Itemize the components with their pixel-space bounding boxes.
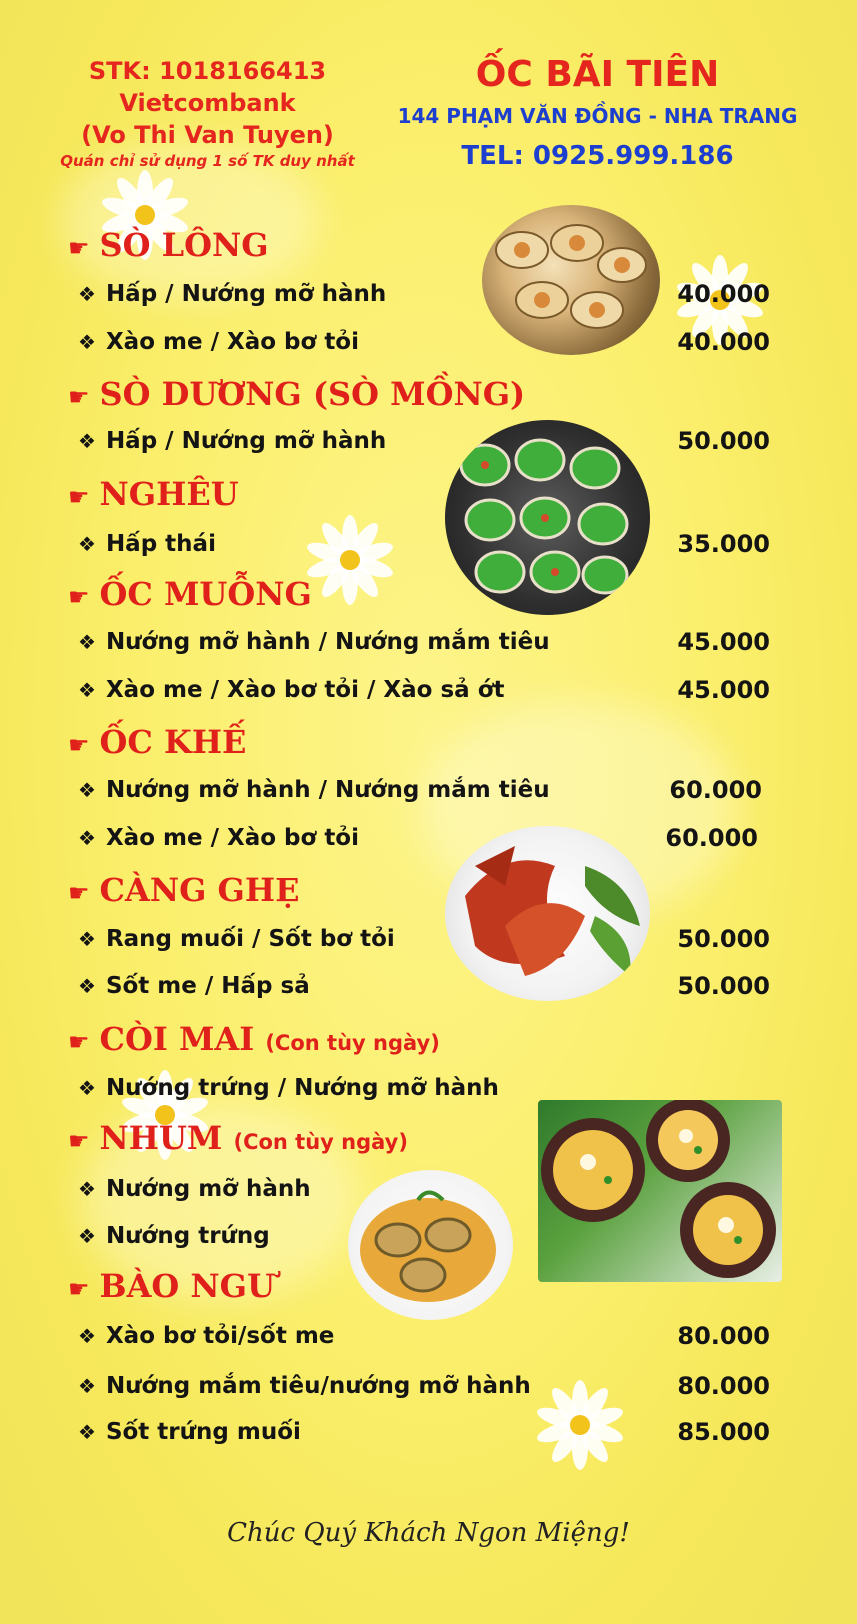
diamond-bullet-icon: ❖	[78, 778, 96, 802]
menu-item-price: 50.000	[677, 925, 770, 953]
menu-item	[78, 774, 550, 806]
menu-item	[78, 1416, 301, 1448]
diamond-bullet-icon: ❖	[78, 1076, 96, 1100]
menu-item-name: Hấp / Nướng mỡ hành	[105, 428, 387, 454]
flower-center	[570, 1415, 590, 1435]
menu-item	[78, 970, 310, 1002]
menu-item-name: Nướng mắm tiêu/nướng mỡ hành	[105, 1373, 531, 1399]
menu-section-title	[68, 870, 299, 913]
diamond-bullet-icon: ❖	[78, 630, 96, 654]
menu-item-name: Xào bơ tỏi/sốt me	[105, 1323, 335, 1349]
menu-item-name: Nướng mỡ hành / Nướng mắm tiêu	[105, 629, 550, 655]
menu-item-name: Xào me / Xào bơ tỏi	[105, 825, 359, 851]
footer-greeting: Chúc Quý Khách Ngon Miệng!	[227, 1518, 630, 1548]
abalone-icon	[348, 1170, 513, 1320]
section-title-text: BÀO NGƯ	[99, 1267, 275, 1305]
diamond-bullet-icon: ❖	[78, 1324, 96, 1348]
bank-info	[40, 55, 375, 171]
bank-note: Quán chỉ sử dụng 1 số TK duy nhất	[60, 152, 355, 170]
menu-item-name: Nướng mỡ hành	[105, 1176, 311, 1202]
menu-item	[78, 923, 395, 955]
section-note: (Con tùy ngày)	[233, 1130, 408, 1154]
menu-item-name: Hấp thái	[105, 531, 216, 557]
menu-item	[78, 1220, 270, 1252]
menu-section-title	[68, 1266, 275, 1309]
diamond-bullet-icon: ❖	[78, 1224, 96, 1248]
menu-item-name: Xào me / Xào bơ tỏi / Xào sả ớt	[105, 677, 505, 703]
pointing-hand-icon: ☛	[68, 1127, 90, 1155]
shop-phone: TEL: 0925.999.186	[461, 141, 734, 171]
diamond-bullet-icon: ❖	[78, 429, 96, 453]
section-title-text: SÒ DƯƠNG (SÒ MỒNG)	[99, 375, 526, 413]
menu-item-name: Sốt me / Hấp sả	[105, 973, 310, 999]
section-title-text: SÒ LÔNG	[99, 226, 269, 264]
menu-item-price: 40.000	[677, 280, 770, 308]
diamond-bullet-icon: ❖	[78, 532, 96, 556]
menu-item-name: Sốt trứng muối	[105, 1419, 301, 1445]
pointing-hand-icon: ☛	[68, 1028, 90, 1056]
menu-item-price: 80.000	[677, 1372, 770, 1400]
pointing-hand-icon: ☛	[68, 234, 90, 262]
menu-item	[78, 674, 504, 706]
menu-section-title	[68, 574, 312, 617]
menu-item-price: 60.000	[669, 776, 762, 804]
sea-urchin-photo	[538, 1100, 782, 1282]
pointing-hand-icon: ☛	[68, 1275, 90, 1303]
bank-account-owner: (Vo Thi Van Tuyen)	[81, 121, 334, 149]
clam-dish-photo	[482, 205, 660, 355]
menu-item-name: Hấp / Nướng mỡ hành	[105, 281, 387, 307]
pointing-hand-icon: ☛	[68, 383, 90, 411]
menu-section-title	[68, 374, 525, 417]
diamond-bullet-icon: ❖	[78, 1420, 96, 1444]
crab-claws-icon	[445, 826, 650, 1001]
menu-item-name: Xào me / Xào bơ tỏi	[105, 329, 359, 355]
menu-item	[78, 1072, 499, 1104]
flower-center	[340, 550, 360, 570]
section-note: (Con tùy ngày)	[265, 1031, 440, 1055]
menu-item-name: Nướng mỡ hành / Nướng mắm tiêu	[105, 777, 550, 803]
menu-item-name: Nướng trứng	[105, 1223, 270, 1249]
menu-section-title	[68, 722, 246, 765]
menu-item	[78, 822, 359, 854]
menu-item-price: 50.000	[677, 427, 770, 455]
section-title-text: ỐC KHẾ	[99, 723, 247, 761]
menu-item-price: 45.000	[677, 676, 770, 704]
crab-claws-photo	[445, 826, 650, 1001]
menu-item-name: Nướng trứng / Nướng mỡ hành	[105, 1075, 499, 1101]
menu-section-title	[68, 1118, 408, 1162]
menu-item	[78, 1173, 311, 1205]
daisy-flower-icon	[535, 1380, 625, 1470]
menu-item	[78, 528, 216, 560]
pointing-hand-icon: ☛	[68, 731, 90, 759]
diamond-bullet-icon: ❖	[78, 282, 96, 306]
menu-section-title	[68, 225, 269, 268]
section-title-text: ỐC MUỖNG	[99, 575, 312, 613]
menu-section-title	[68, 474, 239, 517]
menu-section-title	[68, 1019, 440, 1063]
menu-item	[78, 326, 359, 358]
menu-item-price: 80.000	[677, 1322, 770, 1350]
menu-item	[78, 425, 386, 457]
menu-item-price: 45.000	[677, 628, 770, 656]
section-title-text: CÀNG GHẸ	[99, 871, 300, 909]
section-title-text: NGHÊU	[99, 475, 239, 513]
abalone-photo	[348, 1170, 513, 1320]
section-title-text: NHUM	[99, 1119, 223, 1157]
pointing-hand-icon: ☛	[68, 483, 90, 511]
menu-item-price: 35.000	[677, 530, 770, 558]
shop-address: 144 PHẠM VĂN ĐỒNG - NHA TRANG	[397, 104, 798, 128]
menu-item	[78, 278, 386, 310]
menu-item-price: 60.000	[665, 824, 758, 852]
diamond-bullet-icon: ❖	[78, 678, 96, 702]
section-title-text: CÒI MAI	[99, 1020, 255, 1058]
flower-center	[135, 205, 155, 225]
clam-shells-icon	[482, 205, 660, 355]
diamond-bullet-icon: ❖	[78, 1177, 96, 1201]
menu-item-price: 85.000	[677, 1418, 770, 1446]
diamond-bullet-icon: ❖	[78, 1374, 96, 1398]
diamond-bullet-icon: ❖	[78, 330, 96, 354]
sea-urchin-icon	[538, 1100, 782, 1282]
shop-name: ỐC BÃI TIÊN	[475, 54, 720, 95]
bank-name: Vietcombank	[119, 89, 296, 117]
menu-item-price: 50.000	[677, 972, 770, 1000]
menu-item	[78, 1320, 334, 1352]
menu-item	[78, 626, 550, 658]
menu-item-price: 40.000	[677, 328, 770, 356]
shop-info	[385, 52, 810, 178]
diamond-bullet-icon: ❖	[78, 826, 96, 850]
grilled-shells-icon	[445, 420, 650, 615]
menu-item	[78, 1370, 531, 1402]
diamond-bullet-icon: ❖	[78, 927, 96, 951]
menu-item-name: Rang muối / Sốt bơ tỏi	[105, 926, 395, 952]
pointing-hand-icon: ☛	[68, 583, 90, 611]
grilled-clams-photo	[445, 420, 650, 615]
bank-account-number: STK: 1018166413	[88, 57, 327, 85]
daisy-flower-icon	[305, 515, 395, 605]
pointing-hand-icon: ☛	[68, 879, 90, 907]
diamond-bullet-icon: ❖	[78, 974, 96, 998]
